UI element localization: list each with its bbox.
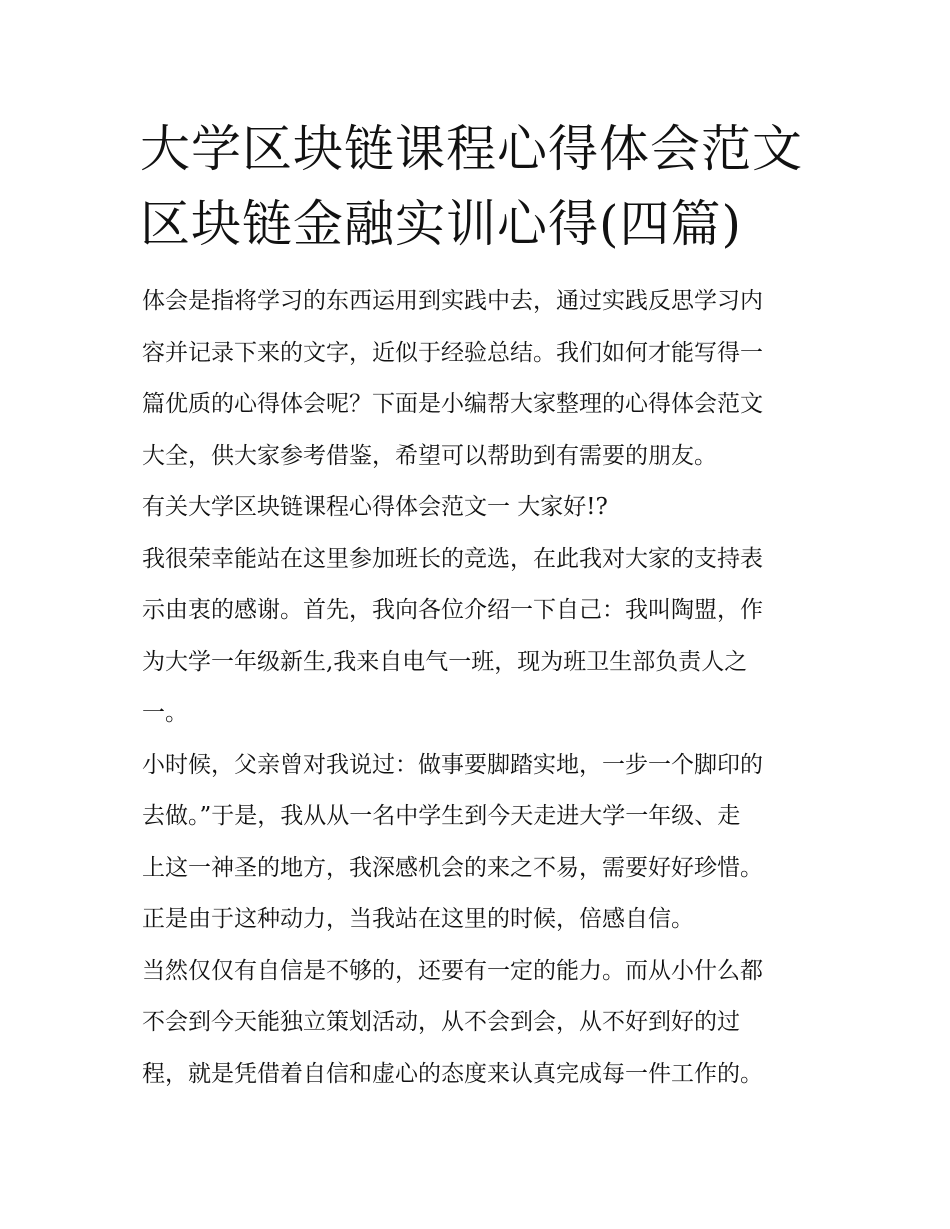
title-line-1: 大学区块链课程心得体会范文 (140, 120, 803, 178)
text-line: 小时候，父亲曾对我说过：做事要脚踏实地，一步一个脚印的 (142, 751, 763, 778)
paragraph-section-heading (142, 482, 832, 534)
paragraph-ability (142, 946, 832, 1101)
title-line-2: 区块链金融实训心得(四篇) (140, 195, 743, 253)
text-line: 有关大学区块链课程心得体会范文一 大家好!? (142, 494, 608, 520)
text-line: 当然仅仅有自信是不够的，还要有一定的能力。而从小什么都 (142, 957, 763, 984)
text-line: 程，就是凭借着自信和虚心的态度来认真完成每一件工作的。 (142, 1060, 763, 1087)
paragraph-intro (142, 276, 832, 482)
text-line: 示由衷的感谢。首先，我向各位介绍一下自己：我叫陶盟，作 (142, 597, 763, 623)
text-line: 上这一神圣的地方，我深感机会的来之不易，需要好好珍惜。 (142, 854, 763, 881)
text-line: 体会是指将学习的东西运用到实践中去，通过实践反思学习内 (142, 288, 763, 314)
text-line: 篇优质的心得体会呢？下面是小编帮大家整理的心得体会范文 (142, 391, 763, 417)
paragraph-childhood (142, 740, 832, 946)
document-title (140, 112, 840, 262)
text-line: 去做。”于是，我从从一名中学生到今天走进大学一年级、走 (142, 803, 741, 829)
text-line: 大全，供大家参考借鉴，希望可以帮助到有需要的朋友。 (142, 442, 717, 469)
document-body (142, 276, 832, 1100)
text-line: 不会到今天能独立策划活动，从不会到会，从不好到好的过 (142, 1009, 740, 1035)
text-line: 容并记录下来的文字，近似于经验总结。我们如何才能写得一 (142, 339, 763, 366)
text-line: 我很荣幸能站在这里参加班长的竞选，在此我对大家的支持表 (142, 545, 763, 572)
text-line: 为大学一年级新生,我来自电气一班，现为班卫生部负责人之 (142, 648, 748, 675)
paragraph-self-introduction (142, 534, 832, 740)
text-line: 正是由于这种动力，当我站在这里的时候，倍感自信。 (142, 906, 694, 932)
text-line: 一。 (142, 700, 188, 726)
